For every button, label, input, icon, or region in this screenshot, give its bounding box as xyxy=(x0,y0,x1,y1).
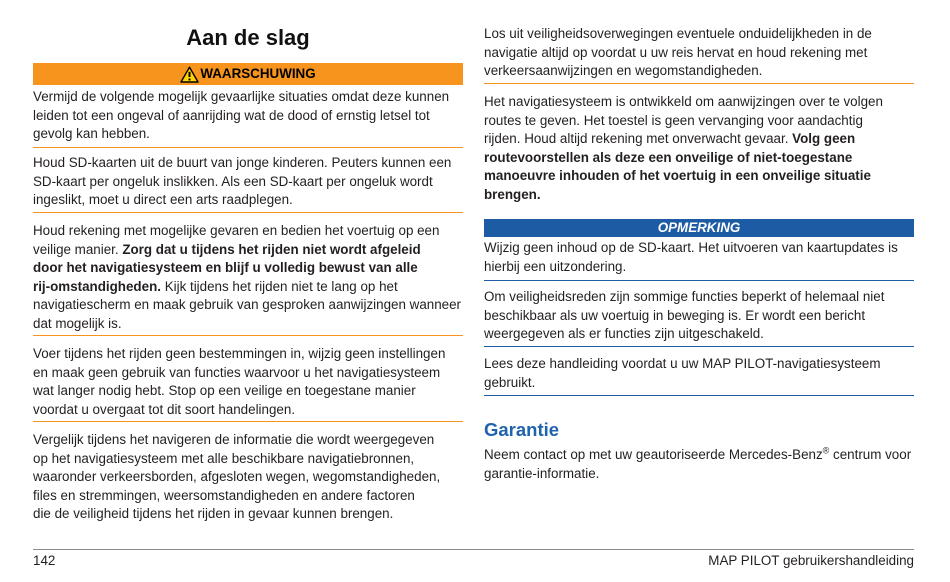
text-line: Voer tijdens het rijden geen bestemmingen in, wijzig geen instellingen xyxy=(33,346,446,361)
warning-triangle-icon xyxy=(180,66,199,83)
text-line xyxy=(33,278,463,297)
text-line: files en stremmingen, weersomstandigheden en andere factoren xyxy=(33,487,415,503)
text-line: beschikbaar als uw voertuig in beweging is. Er wordt een bericht xyxy=(484,307,866,323)
section-divider xyxy=(33,212,463,213)
text-line: wat langer nodig hebt. Stop op een veilige en toegestane manier xyxy=(33,383,416,398)
warranty-paragraph xyxy=(484,446,914,483)
text-line: Om veiligheidsreden zijn sommige functies beperkt of helemaal niet xyxy=(484,289,885,304)
text-line: routes te geven. Het toestel is geen vervanging voor aandachtig xyxy=(484,112,863,128)
text-line: gevolg kan hebben. xyxy=(33,126,150,141)
text-line: dat mogelijk is. xyxy=(33,315,122,331)
text-line: Vergelijk tijdens het navigeren de informatie die wordt weergegeven xyxy=(33,432,435,447)
note-paragraph xyxy=(484,239,914,276)
text-line: en maak geen gebruik van functies waarvoor u het navigatiesysteem xyxy=(33,364,441,380)
text-line: Los uit veiligheidsoverwegingen eventuele onduidelijkheden in de xyxy=(484,26,872,41)
warning-paragraph xyxy=(33,431,463,524)
section-divider xyxy=(33,421,463,422)
page-title: Aan de slag xyxy=(186,25,310,50)
text-line: Lees deze handleiding voordat u uw MAP PILOT-navigatiesysteem xyxy=(484,356,881,371)
text-segment: Kijk tijdens het rijden niet te lang op het xyxy=(160,278,398,294)
text-line: Het navigatiesysteem is ontwikkeld om aanwijzingen over te volgen xyxy=(484,94,883,109)
text-line: verkeersaanwijzingen en wegomstandigheden. xyxy=(484,63,763,78)
text-line: die de veiligheid tijdens het rijden in gevaar kunnen brengen. xyxy=(33,506,394,521)
warning-paragraph xyxy=(33,88,463,144)
text-line: weergegeven als er functies zijn uitgeschakeld. xyxy=(484,326,764,341)
text-line: Vermijd de volgende mogelijk gevaarlijke situaties omdat deze kunnen xyxy=(33,89,450,104)
text-line xyxy=(33,241,463,260)
bold-text-line: routevoorstellen als deze een onveilige of niet-toegestane xyxy=(484,149,853,165)
bold-text: Volg geen xyxy=(792,131,856,146)
section-divider xyxy=(484,346,914,347)
text-line: SD-kaart per ongeluk inslikken. Als een SD-kaart per ongeluk wordt xyxy=(33,173,433,189)
right-column xyxy=(484,0,914,545)
registered-mark: ® xyxy=(822,445,830,456)
text-line xyxy=(484,446,914,465)
note-label: OPMERKING xyxy=(657,220,741,235)
text-segment: Neem contact op met uw geautoriseerde Mercedes-Benz xyxy=(484,447,823,462)
bold-text-line: door het navigatiesysteem en blijf u volledig bewust van alle xyxy=(33,260,418,275)
text-line xyxy=(484,130,914,149)
note-paragraph xyxy=(484,288,914,344)
warning-label: WAARSCHUWING xyxy=(200,66,316,81)
footer-divider xyxy=(33,549,914,550)
manual-title: MAP PILOT gebruikershandleiding xyxy=(708,553,914,568)
text-segment: veilige manier. xyxy=(33,241,123,257)
text-line: voordat u overgaat tot dit soort handelingen. xyxy=(33,401,296,417)
warning-banner xyxy=(33,63,463,85)
text-segment: rijden. Houd altijd rekening met onverwacht gevaar. xyxy=(484,131,793,146)
section-divider xyxy=(484,83,914,84)
text-line: Wijzig geen inhoud op de SD-kaart. Het uitvoeren van kaartupdates is xyxy=(484,240,898,255)
text-line: ingeslikt, moet u direct een arts raadplegen. xyxy=(33,192,293,207)
warning-paragraph xyxy=(33,345,463,419)
page-number: 142 xyxy=(33,553,56,568)
text-line: leiden tot een ongeval of aanrijding wat de dood of ernstig letsel tot xyxy=(33,107,430,123)
warning-paragraph xyxy=(33,222,463,333)
section-divider xyxy=(484,395,914,396)
text-line: garantie-informatie. xyxy=(484,465,600,481)
bold-text: Zorg dat u tijdens het rijden niet wordt afgeleid xyxy=(122,241,421,257)
text-line: op het navigatiesysteem met alle beschikbare navigatiebronnen, xyxy=(33,450,415,466)
section-divider xyxy=(484,280,914,281)
section-divider xyxy=(33,147,463,148)
warning-paragraph xyxy=(484,93,914,204)
bold-text-line: manoeuvre inhouden of het voertuig in een onveilige situatie xyxy=(484,168,871,183)
text-line: Houd rekening met mogelijke gevaren en bedien het voertuig op een xyxy=(33,223,440,238)
text-line: Houd SD-kaarten uit de buurt van jonge kinderen. Peuters kunnen een xyxy=(33,155,452,170)
text-line: navigatiescherm en maak gebruik van gesproken aanwijzingen wanneer xyxy=(33,297,462,312)
warning-paragraph xyxy=(33,154,463,210)
warning-paragraph xyxy=(484,25,914,81)
bold-text: rij-omstandigheden. xyxy=(33,278,161,294)
text-line: hierbij een uitzondering. xyxy=(484,258,627,274)
section-heading-warranty: Garantie xyxy=(484,419,560,440)
note-paragraph xyxy=(484,355,914,392)
text-segment: centrum voor xyxy=(829,447,912,462)
bold-text-line: brengen. xyxy=(484,186,541,202)
text-line: waaronder verkeersborden, afgesloten wegen, wegomstandigheden, xyxy=(33,469,441,484)
text-line: gebruikt. xyxy=(484,374,536,390)
section-divider xyxy=(33,335,463,336)
text-line: navigatie altijd op voordat u uw reis hervat en houd rekening met xyxy=(484,44,868,60)
note-banner xyxy=(484,219,914,237)
left-column xyxy=(33,0,463,545)
